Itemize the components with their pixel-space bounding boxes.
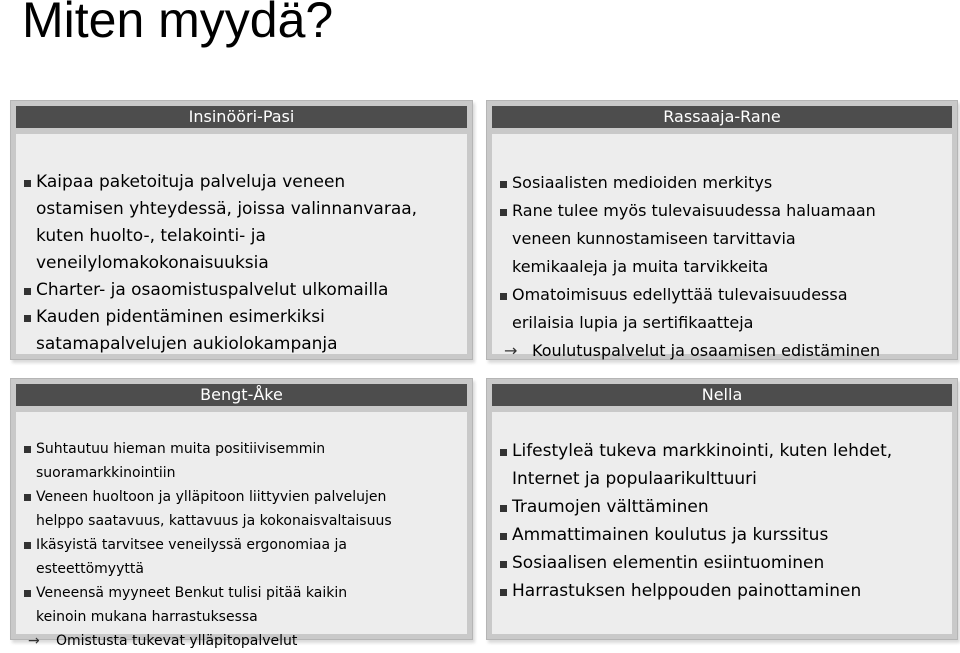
list-item-text-line: kemikaaleja ja muita tarvikkeita	[512, 257, 769, 276]
list-item	[492, 437, 952, 493]
panel-body	[16, 134, 467, 354]
square-bullet-icon	[500, 533, 507, 540]
panel-heading: Rassaaja-Rane	[492, 106, 952, 128]
square-bullet-icon	[24, 446, 31, 453]
list-item-text-line: kuten huolto-, telakointi- ja	[36, 226, 266, 246]
panel-rassaaja-rane	[486, 100, 958, 360]
list-item-text-line: Omatoimisuus edellyttää tulevaisuudessa	[512, 285, 848, 304]
panel-heading: Insinööri-Pasi	[16, 106, 467, 128]
list-item	[492, 169, 952, 197]
list-item-text-line: Veneensä myyneet Benkut tulisi pitää kaikin	[36, 585, 348, 601]
list-item-text-line: Ammattimainen koulutus ja kurssitus	[512, 525, 829, 545]
list-item-text-line: Rane tulee myös tulevaisuudessa haluamaan	[512, 201, 876, 220]
list-item-text-line: Veneen huoltoon ja ylläpitoon liittyvien palvelujen	[36, 489, 387, 505]
list-item-text-line: Charter- ja osaomistuspalvelut ulkomailla	[36, 280, 389, 300]
square-bullet-icon	[500, 589, 507, 596]
panel-bengt-ake	[10, 378, 473, 649]
list-item-text-line: suoramarkkinointiin	[36, 465, 176, 481]
square-bullet-icon	[24, 315, 31, 322]
list-item	[16, 581, 467, 629]
panel-body	[492, 412, 952, 634]
list-item-text-line: ostamisen yhteydessä, joissa valinnanvaraa,	[36, 199, 418, 219]
list-item	[16, 437, 467, 485]
list-item-text-line: Kauden pidentäminen esimerkiksi	[36, 307, 325, 327]
panel-heading: Nella	[492, 384, 952, 406]
list-item-text-line: esteettömyyttä	[36, 561, 144, 577]
square-bullet-icon	[500, 561, 507, 568]
list-item-text-line: veneen kunnostamiseen tarvittavia	[512, 229, 796, 248]
square-bullet-icon	[500, 209, 507, 216]
square-bullet-icon	[500, 293, 507, 300]
list-item	[492, 493, 952, 521]
list-item-text-line: Lifestyleä tukeva markkinointi, kuten lehdet,	[512, 441, 893, 461]
square-bullet-icon	[24, 590, 31, 597]
list-item-text-line: veneilylomakokonaisuuksia	[36, 253, 269, 273]
list-item	[492, 197, 952, 281]
list-item-text-line: Sosiaalisten medioiden merkitys	[512, 173, 773, 192]
list-item	[492, 281, 952, 337]
list-item-text-line: Harrastuksen helppouden painottaminen	[512, 581, 862, 601]
arrow-icon: →	[28, 633, 40, 649]
list-item-text-line: Koulutuspalvelut ja osaamisen edistäminen	[532, 341, 881, 360]
page-title: Miten myydä?	[22, 0, 334, 48]
list-item	[16, 533, 467, 581]
list-item	[16, 169, 467, 277]
list-item-text-line: erilaisia lupia ja sertifikaatteja	[512, 313, 754, 332]
list-item	[16, 277, 467, 304]
list-item	[492, 577, 952, 605]
square-bullet-icon	[24, 288, 31, 295]
list-item	[16, 304, 467, 358]
list-item-text-line: satamapalvelujen aukiolokampanja	[36, 334, 338, 354]
square-bullet-icon	[24, 542, 31, 549]
list-item-text-line: helppo saatavuus, kattavuus ja kokonaisvaltaisuus	[36, 513, 392, 529]
square-bullet-icon	[500, 505, 507, 512]
panel-heading: Bengt-Åke	[16, 384, 467, 406]
list-item-text-line: Suhtautuu hieman muita positiivisemmin	[36, 441, 326, 457]
list-item-text-line: Kaipaa paketoituja palveluja veneen	[36, 172, 346, 192]
list-item-text-line: Internet ja populaarikulttuuri	[512, 469, 757, 489]
square-bullet-icon	[500, 181, 507, 188]
panel-body	[492, 134, 952, 360]
list-item-text-line: Ikäsyistä tarvitsee veneilyssä ergonomiaa ja	[36, 537, 347, 553]
list-item	[492, 521, 952, 549]
list-item	[16, 485, 467, 533]
arrow-list-item	[16, 629, 467, 653]
list-item	[492, 549, 952, 577]
panel-body	[16, 412, 467, 649]
list-item-text-line: Omistusta tukevat ylläpitopalvelut	[56, 633, 298, 649]
square-bullet-icon	[500, 449, 507, 456]
list-item-text-line: keinoin mukana harrastuksessa	[36, 609, 258, 625]
square-bullet-icon	[24, 180, 31, 187]
list-item-text-line: Sosiaalisen elementin esiintuominen	[512, 553, 825, 573]
list-item-text-line: Traumojen välttäminen	[512, 497, 709, 517]
panel-nella	[486, 378, 958, 640]
arrow-icon: →	[504, 341, 518, 360]
square-bullet-icon	[24, 494, 31, 501]
arrow-list-item	[492, 337, 952, 365]
panel-insinoori-pasi	[10, 100, 473, 360]
